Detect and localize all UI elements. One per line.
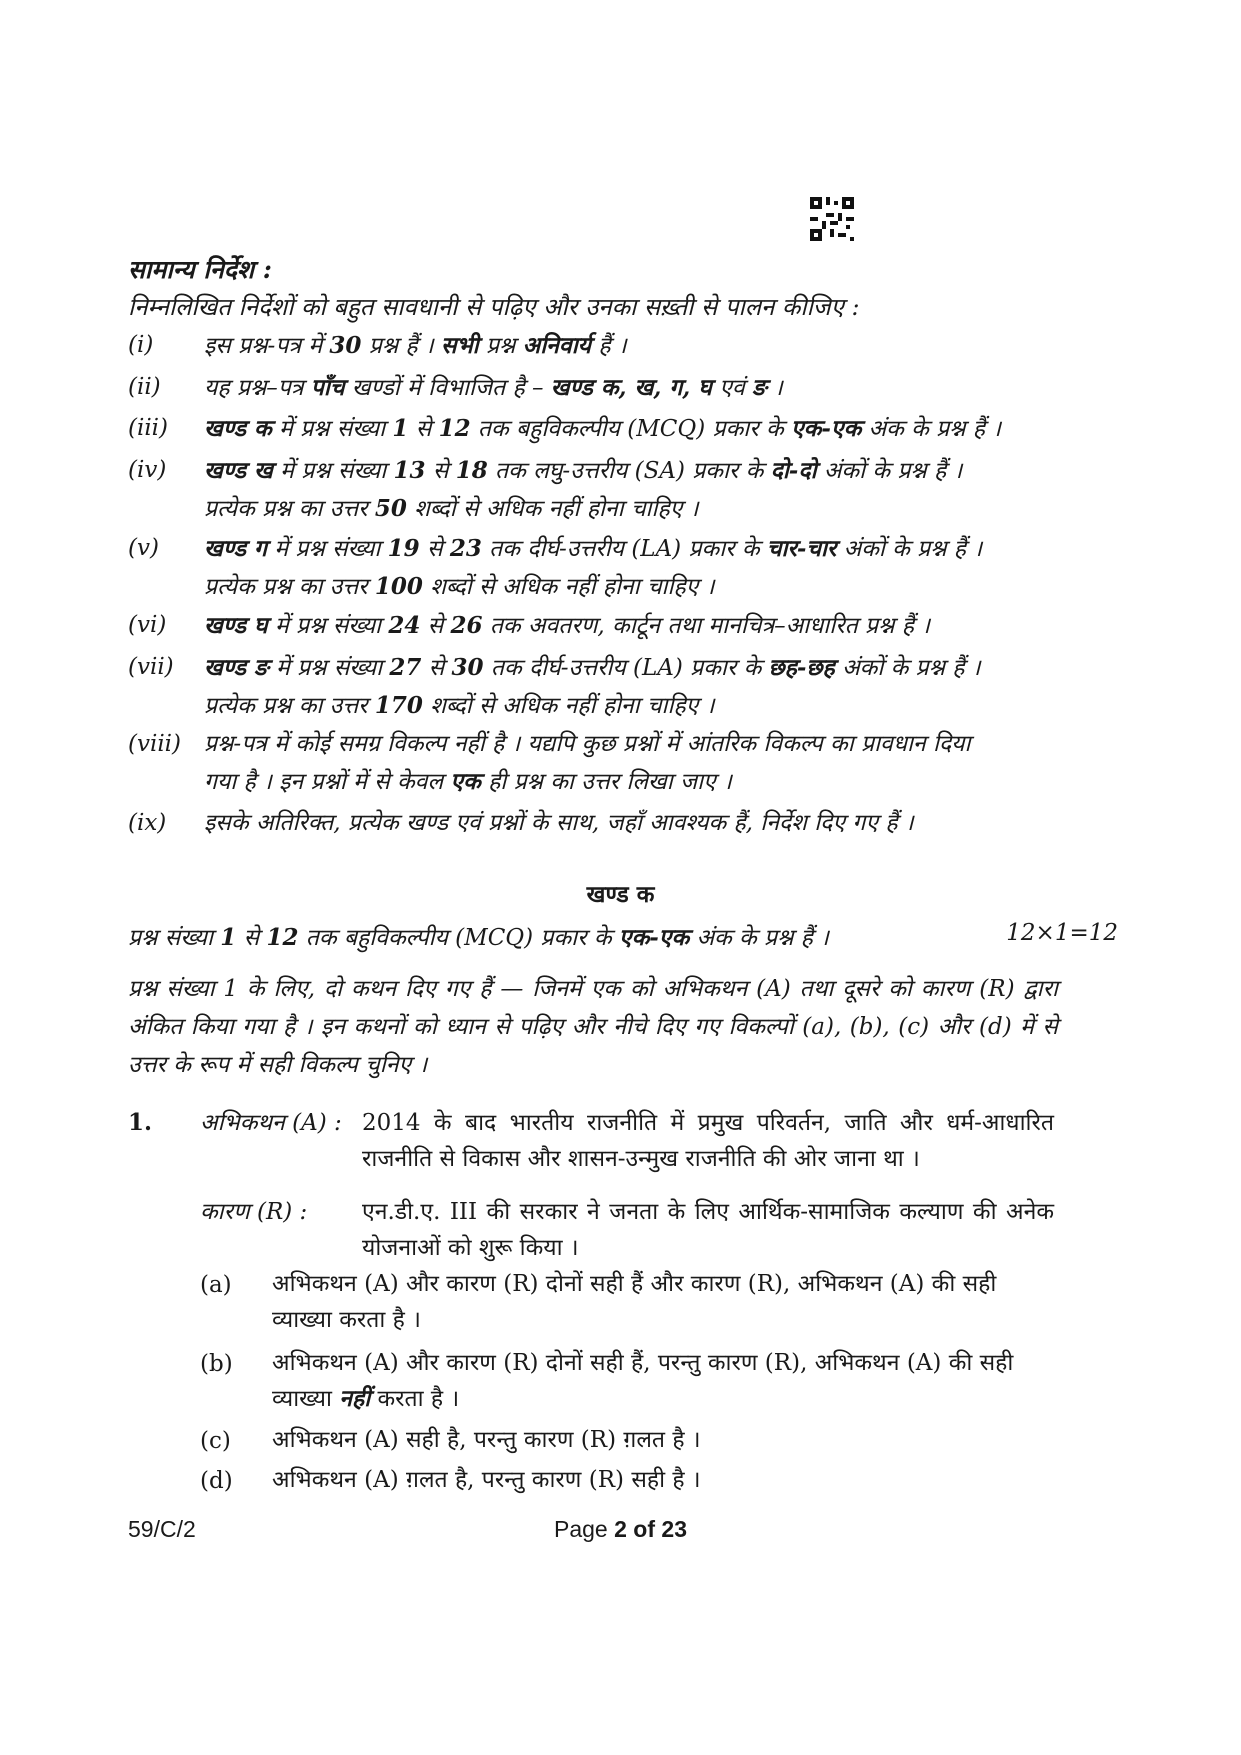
instruction-number: (vii) [128, 654, 174, 680]
instruction-item: (iii) खण्ड क में प्रश्न संख्या 1 से 12 तक बहुविकल्पीय (MCQ) प्रकार के एक-एक अंक के प्रश्न हैं । [128, 410, 1118, 448]
reason-text: एन.डी.ए. III की सरकार ने जनता के लिए आर्थिक-सामाजिक कल्याण की अनेक योजनाओं को शुरू किया । [362, 1199, 1054, 1261]
option-label: (d) [200, 1468, 233, 1494]
option-label: (a) [200, 1272, 232, 1298]
instruction-item: (ii) यह प्रश्न–पत्र पाँच खण्डों में विभाजित है – खण्ड क, ख, ग, घ एवं ङ । [128, 369, 1118, 407]
section-marks: 12×1=12 [1006, 920, 1118, 946]
option-text: अभिकथन (A) और कारण (R) दोनों सही हैं और कारण (R), अभिकथन (A) की सही व्याख्या करता है । [272, 1271, 997, 1333]
instruction-number: (i) [128, 332, 154, 358]
option-label: (b) [200, 1351, 233, 1377]
paper-code: 59/C/2 [128, 1516, 196, 1542]
instruction-item: (iv) खण्ड ख में प्रश्न संख्या 13 से 18 तक लघु-उत्तरीय (SA) प्रकार के दो-दो अंकों के प्रश्न हैं । प्रत्येक प्रश्न का उत्तर 50 शब्दों से अधिक नहीं होना चाहिए । [128, 452, 1118, 528]
instruction-number: (iv) [128, 457, 167, 483]
instruction-number: (viii) [128, 731, 182, 757]
section-paragraph: प्रश्न संख्या 1 के लिए, दो कथन दिए गए हैं — जिनमें एक को अभिकथन (A) तथा दूसरे को कारण (R) द्वारा अंकित किया गया है । इन कथनों को ध्यान से पढ़िए और नीचे दिए गए विकल्पों (a), (b), (c) और (d) में से उत्तर के रूप में सही विकल्प चुनिए । [128, 976, 1058, 1078]
instruction-number: (vi) [128, 612, 167, 638]
instructions-intro: निम्नलिखित निर्देशों को बहुत सावधानी से पढ़िए और उनका सख़्ती से पालन कीजिए : [128, 293, 860, 321]
instruction-number: (ii) [128, 374, 161, 400]
section-title: खण्ड क [586, 881, 655, 908]
qr-code-icon [810, 197, 854, 241]
instruction-item: (vi) खण्ड घ में प्रश्न संख्या 24 से 26 तक अवतरण, कार्टून तथा मानचित्र–आधारित प्रश्न हैं । [128, 607, 1118, 645]
section-instruction: प्रश्न संख्या 1 से 12 तक बहुविकल्पीय (MCQ) प्रकार के एक-एक अंक के प्रश्न हैं । 12×1=12 [128, 920, 1118, 951]
general-instructions-heading: सामान्य निर्देश : [128, 255, 272, 284]
instruction-item: (viii) प्रश्न-पत्र में कोई समग्र विकल्प नहीं है । यद्यपि कुछ प्रश्नों में आंतरिक विकल्प का प्रावधान दिया गया है । इन प्रश्नों में से केवल एक ही प्रश्न का उत्तर लिखा जाए । [128, 726, 1118, 801]
assertion-text: 2014 के बाद भारतीय राजनीति में प्रमुख परिवर्तन, जाति और धर्म-आधारित राजनीति से विकास और शासन-उन्मुख राजनीति की ओर जाना था । [362, 1110, 1054, 1172]
reason-label: कारण (R) : [200, 1199, 308, 1225]
question-number: 1. [128, 1109, 153, 1136]
instruction-number: (v) [128, 535, 159, 561]
instruction-number: (iii) [128, 415, 169, 441]
assertion-label: अभिकथन (A) : [200, 1110, 342, 1136]
option-text: अभिकथन (A) ग़लत है, परन्तु कारण (R) सही है । [272, 1467, 701, 1493]
instruction-item: (i) इस प्रश्न-पत्र में 30 प्रश्न हैं । सभी प्रश्न अनिवार्य हैं । [128, 327, 1118, 365]
option-text: अभिकथन (A) सही है, परन्तु कारण (R) ग़लत है । [272, 1427, 701, 1453]
option-label: (c) [200, 1428, 231, 1454]
instruction-item: (ix) इसके अतिरिक्त, प्रत्येक खण्ड एवं प्रश्नों के साथ, जहाँ आवश्यक हैं, निर्देश दिए गए हैं । [128, 805, 1118, 842]
instruction-number: (ix) [128, 810, 167, 836]
instruction-item: (vii) खण्ड ङ में प्रश्न संख्या 27 से 30 तक दीर्घ-उत्तरीय (LA) प्रकार के छह-छह अंकों के प्रश्न हैं । प्रत्येक प्रश्न का उत्तर 170 शब्दों से अधिक नहीं होना चाहिए । [128, 649, 1118, 725]
instruction-item: (v) खण्ड ग में प्रश्न संख्या 19 से 23 तक दीर्घ-उत्तरीय (LA) प्रकार के चार-चार अंकों के प्रश्न हैं । प्रत्येक प्रश्न का उत्तर 100 शब्दों से अधिक नहीं होना चाहिए । [128, 530, 1118, 606]
page-indicator: Page 2 of 23 [554, 1516, 687, 1542]
option-text: अभिकथन (A) और कारण (R) दोनों सही हैं, परन्तु कारण (R), अभिकथन (A) की सही व्याख्या नहीं करता है । [272, 1350, 1014, 1412]
